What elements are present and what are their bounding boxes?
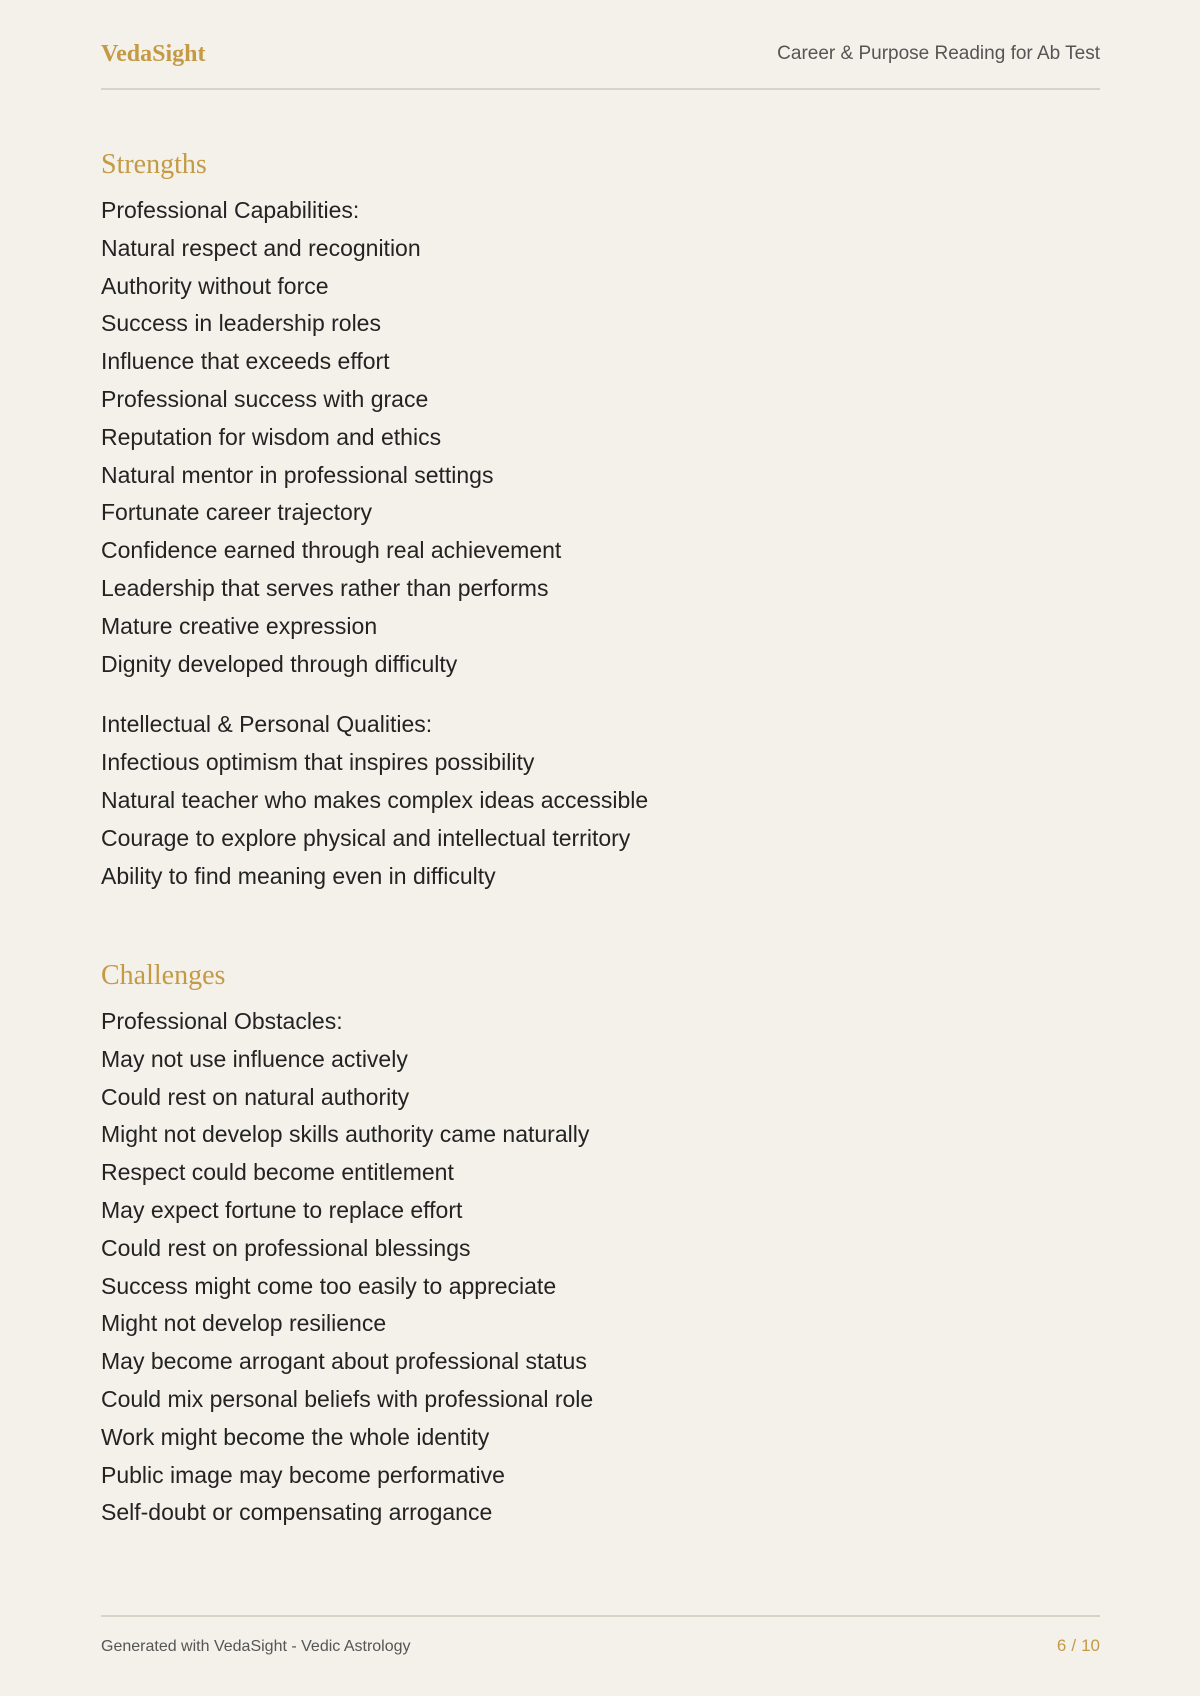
list-item: Could rest on professional blessings [101, 1234, 471, 1261]
personal-qualities-group [101, 706, 1100, 895]
list-item: Infectious optimism that inspires possibility [101, 749, 535, 776]
list-item: Self-doubt or compensating arrogance [101, 1499, 493, 1526]
list-item: Respect could become entitlement [101, 1159, 454, 1186]
page-footer [101, 1615, 1100, 1667]
document-page [101, 0, 1100, 1696]
challenges-section [101, 959, 1100, 1555]
list-item: Courage to explore physical and intellectual territory [101, 824, 631, 851]
list-item: Might not develop skills authority came naturally [101, 1121, 590, 1148]
list-item: Success in leadership roles [101, 310, 381, 337]
page-separator: / [1071, 1636, 1077, 1655]
list-item: Professional success with grace [101, 385, 429, 412]
page-current: 6 [1056, 1636, 1067, 1655]
list-item: Work might become the whole identity [101, 1423, 490, 1450]
list-item: Could mix personal beliefs with professional role [101, 1385, 594, 1412]
page-total: 10 [1081, 1636, 1100, 1655]
list-item: Confidence earned through real achievement [101, 537, 562, 564]
list-item: Might not develop resilience [101, 1310, 387, 1337]
list-item: Public image may become performative [101, 1461, 505, 1488]
section-title-strengths: Strengths [101, 149, 207, 180]
list-item: Ability to find meaning even in difficulty [101, 862, 496, 889]
list-item: Leadership that serves rather than performs [101, 574, 549, 601]
page-number [1057, 1636, 1100, 1656]
list-item: Influence that exceeds effort [101, 348, 390, 375]
list-item: May not use influence actively [101, 1045, 408, 1072]
list-item: May expect fortune to replace effort [101, 1196, 463, 1223]
list-item: Authority without force [101, 272, 329, 299]
report-title: Career & Purpose Reading for Ab Test [777, 43, 1100, 64]
list-item: Natural teacher who makes complex ideas accessible [101, 786, 649, 813]
list-item: Natural mentor in professional settings [101, 461, 494, 488]
footer-credit: Generated with VedaSight - Vedic Astrology [101, 1638, 411, 1655]
page-header [101, 34, 1100, 90]
group-label: Professional Obstacles: [101, 1008, 343, 1034]
list-item: Reputation for wisdom and ethics [101, 423, 442, 450]
list-item: Mature creative expression [101, 612, 378, 639]
list-item: Success might come too easily to appreciate [101, 1272, 557, 1299]
list-item: May become arrogant about professional status [101, 1348, 587, 1375]
list-item: Natural respect and recognition [101, 234, 421, 261]
list-item: Could rest on natural authority [101, 1083, 410, 1110]
strengths-section [101, 148, 1100, 918]
group-label: Professional Capabilities: [101, 197, 360, 223]
list-item: Dignity developed through difficulty [101, 650, 458, 677]
list-item: Fortunate career trajectory [101, 499, 373, 526]
brand-logo-text: VedaSight [101, 41, 206, 67]
group-label: Intellectual & Personal Qualities: [101, 711, 433, 738]
section-title-challenges: Challenges [101, 960, 226, 991]
professional-capabilities-group [101, 192, 1100, 683]
professional-obstacles-group [101, 1003, 1100, 1532]
